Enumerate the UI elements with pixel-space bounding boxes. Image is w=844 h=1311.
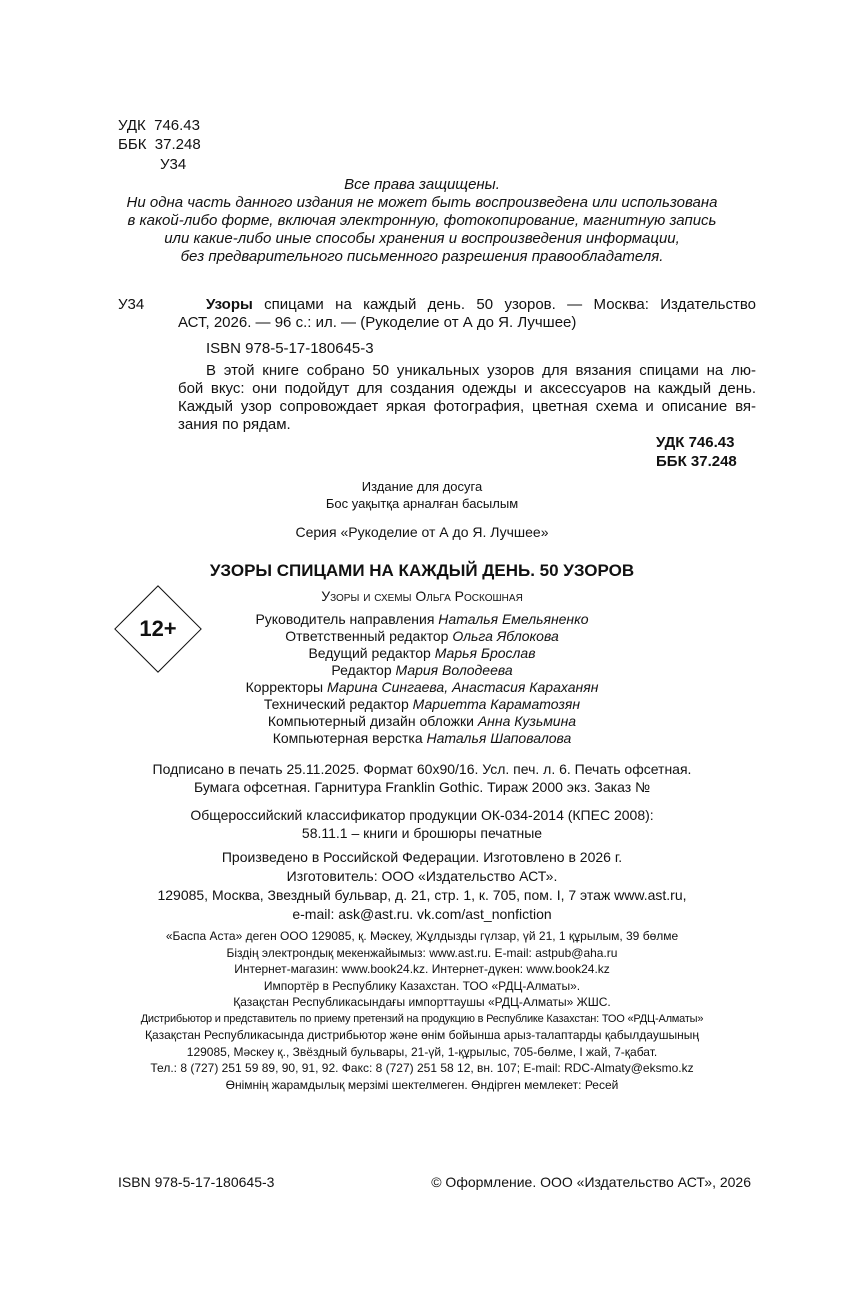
kz-line: Тел.: 8 (727) 251 59 89, 90, 91, 92. Факс: 8 (727) 251 58 12, вн. 107; E-mail: RDC-Almaty@eksmo.kz xyxy=(150,1061,694,1075)
producer xyxy=(0,848,844,924)
kz-line: Қазақстан Республикасындағы импорттаушы «РДЦ-Алматы» ЖШС. xyxy=(233,995,611,1009)
bbk-code: ББК 37.248 xyxy=(118,136,201,153)
annotation-line: В этой книге собрано 50 уникальных узоров для вязания спицами на лю- xyxy=(206,362,756,379)
credit-line: Компьютерный дизайн обложки Анна Кузьмина xyxy=(267,713,577,729)
rights-line: Все права защищены. xyxy=(344,176,500,193)
rights-line: Ни одна часть данного издания не может быть воспроизведена или использована xyxy=(126,194,718,211)
footer-copyright: © Оформление. ООО «Издательство АСТ», 2026 xyxy=(431,1174,751,1190)
kz-line: Интернет-магазин: www.book24.kz. Интернет-дүкен: www.book24.kz xyxy=(234,962,610,976)
producer-line: e-mail: ask@ast.ru. vk.com/ast_nonfiction xyxy=(292,906,552,922)
leisure-ru: Издание для досуга xyxy=(361,479,483,494)
rights-line: в какой-либо форме, включая электронную, фотокопирование, магнитную запись xyxy=(127,212,717,229)
credit-line: Редактор Мария Володеева xyxy=(331,662,513,678)
series: Серия «Рукоделие от А до Я. Лучшее» xyxy=(295,524,549,540)
kz-line: Импортёр в Республику Казахстан. ТОО «РДЦ-Алматы». xyxy=(263,978,581,993)
book-title: УЗОРЫ СПИЦАМИ НА КАЖДЫЙ ДЕНЬ. 50 УЗОРОВ xyxy=(209,561,635,580)
record-udk: УДК 746.43 xyxy=(656,434,735,451)
record-line-2: АСТ, 2026. — 96 с.: ил. — (Рукоделие от А до Я. Лучшее) xyxy=(178,314,577,331)
record-line-1: Узоры спицами на каждый день. 50 узоров. — Москва: Издательство xyxy=(206,296,756,313)
kz-line: Біздің электрондық мекенжайымыз: www.ast.ru. E-mail: astpub@aha.ru xyxy=(226,945,618,960)
annotation xyxy=(178,362,756,434)
footer-isbn: ISBN 978-5-17-180645-3 xyxy=(118,1174,275,1190)
print-info xyxy=(0,760,844,796)
credit-line: Руководитель направления Наталья Емельяненко xyxy=(255,611,589,627)
record-mark: У34 xyxy=(118,296,145,313)
author-line: Узоры и схемы Ольга Роскошная xyxy=(321,588,523,604)
record-bbk: ББК 37.248 xyxy=(656,453,737,470)
bibliographic-record xyxy=(178,296,756,332)
kz-line: Өнімнің жарамдылық мерзімі шектелмеген. Өндірген мемлекет: Ресей xyxy=(225,1077,619,1092)
annotation-line: Каждый узор сопровождает яркая фотография, цветная схема и описание вя- xyxy=(178,398,756,415)
producer-line: Произведено в Российской Федерации. Изготовлено в 2026 г. xyxy=(221,849,623,865)
author-mark: У34 xyxy=(160,156,187,173)
credit-line: Ведущий редактор Марья Брослав xyxy=(308,645,536,661)
credit-line: Корректоры Марина Сингаева, Анастасия Караханян xyxy=(245,679,599,695)
kz-line: Дистрибьютор и представитель по приему претензий на продукцию в Республике Казахстан: ТОО «РДЦ-Алматы» xyxy=(140,1012,704,1025)
credit-line: Технический редактор Мариетта Караматозян xyxy=(263,696,581,712)
udk-code: УДК 746.43 xyxy=(118,117,200,134)
rights-notice xyxy=(0,176,844,266)
print-info-line: Подписано в печать 25.11.2025. Формат 60х90/16. Усл. печ. л. 6. Печать офсетная. xyxy=(152,761,692,777)
producer-line: Изготовитель: ООО «Издательство АСТ». xyxy=(286,868,558,884)
classifier-line: 58.11.1 – книги и брошюры печатные xyxy=(301,825,543,841)
age-rating-label: 12+ xyxy=(139,616,177,641)
print-info-line: Бумага офсетная. Гарнитура Franklin Gothic. Тираж 2000 экз. Заказ № xyxy=(193,779,651,795)
leisure-kz: Бос уақытқа арналған басылым xyxy=(325,496,519,511)
credit-line: Компьютерная верстка Наталья Шаповалова xyxy=(272,730,572,746)
rights-line: без предварительного письменного разрешения правообладателя. xyxy=(180,248,664,265)
annotation-line: зания по рядам. xyxy=(178,416,291,433)
classifier xyxy=(0,806,844,842)
credit-line: Ответственный редактор Ольга Яблокова xyxy=(285,628,559,644)
record-isbn: ISBN 978-5-17-180645-3 xyxy=(206,340,374,357)
producer-line: 129085, Москва, Звездный бульвар, д. 21, стр. 1, к. 705, пом. I, 7 этаж www.ast.ru, xyxy=(157,887,687,903)
credits xyxy=(0,611,844,747)
annotation-line: бой вкус: они подойдут для создания одежды и аксессуаров на каждый день. xyxy=(178,380,756,397)
kz-line: «Баспа Аста» деген ООО 129085, қ. Мәскеу, Жұлдызды гүлзар, үй 21, 1 құрылым, 39 бөлме xyxy=(165,929,679,943)
classifier-line: Общероссийский классификатор продукции ОК-034-2014 (КПЕС 2008): xyxy=(190,807,654,823)
kz-line: Қазақстан Республикасында дистрибьютор және өнім бойынша арыз-талаптарды қабылдаушының xyxy=(145,1028,699,1042)
kazakhstan-info xyxy=(0,928,844,1093)
rights-line: или какие-либо иные способы хранения и воспроизведения информации, xyxy=(164,230,680,247)
kz-line: 129085, Мәскеу қ., Звёздный бульвары, 21-үй, 1-құрылыс, 705-бөлме, I жай, 7-қабат. xyxy=(186,1044,658,1059)
